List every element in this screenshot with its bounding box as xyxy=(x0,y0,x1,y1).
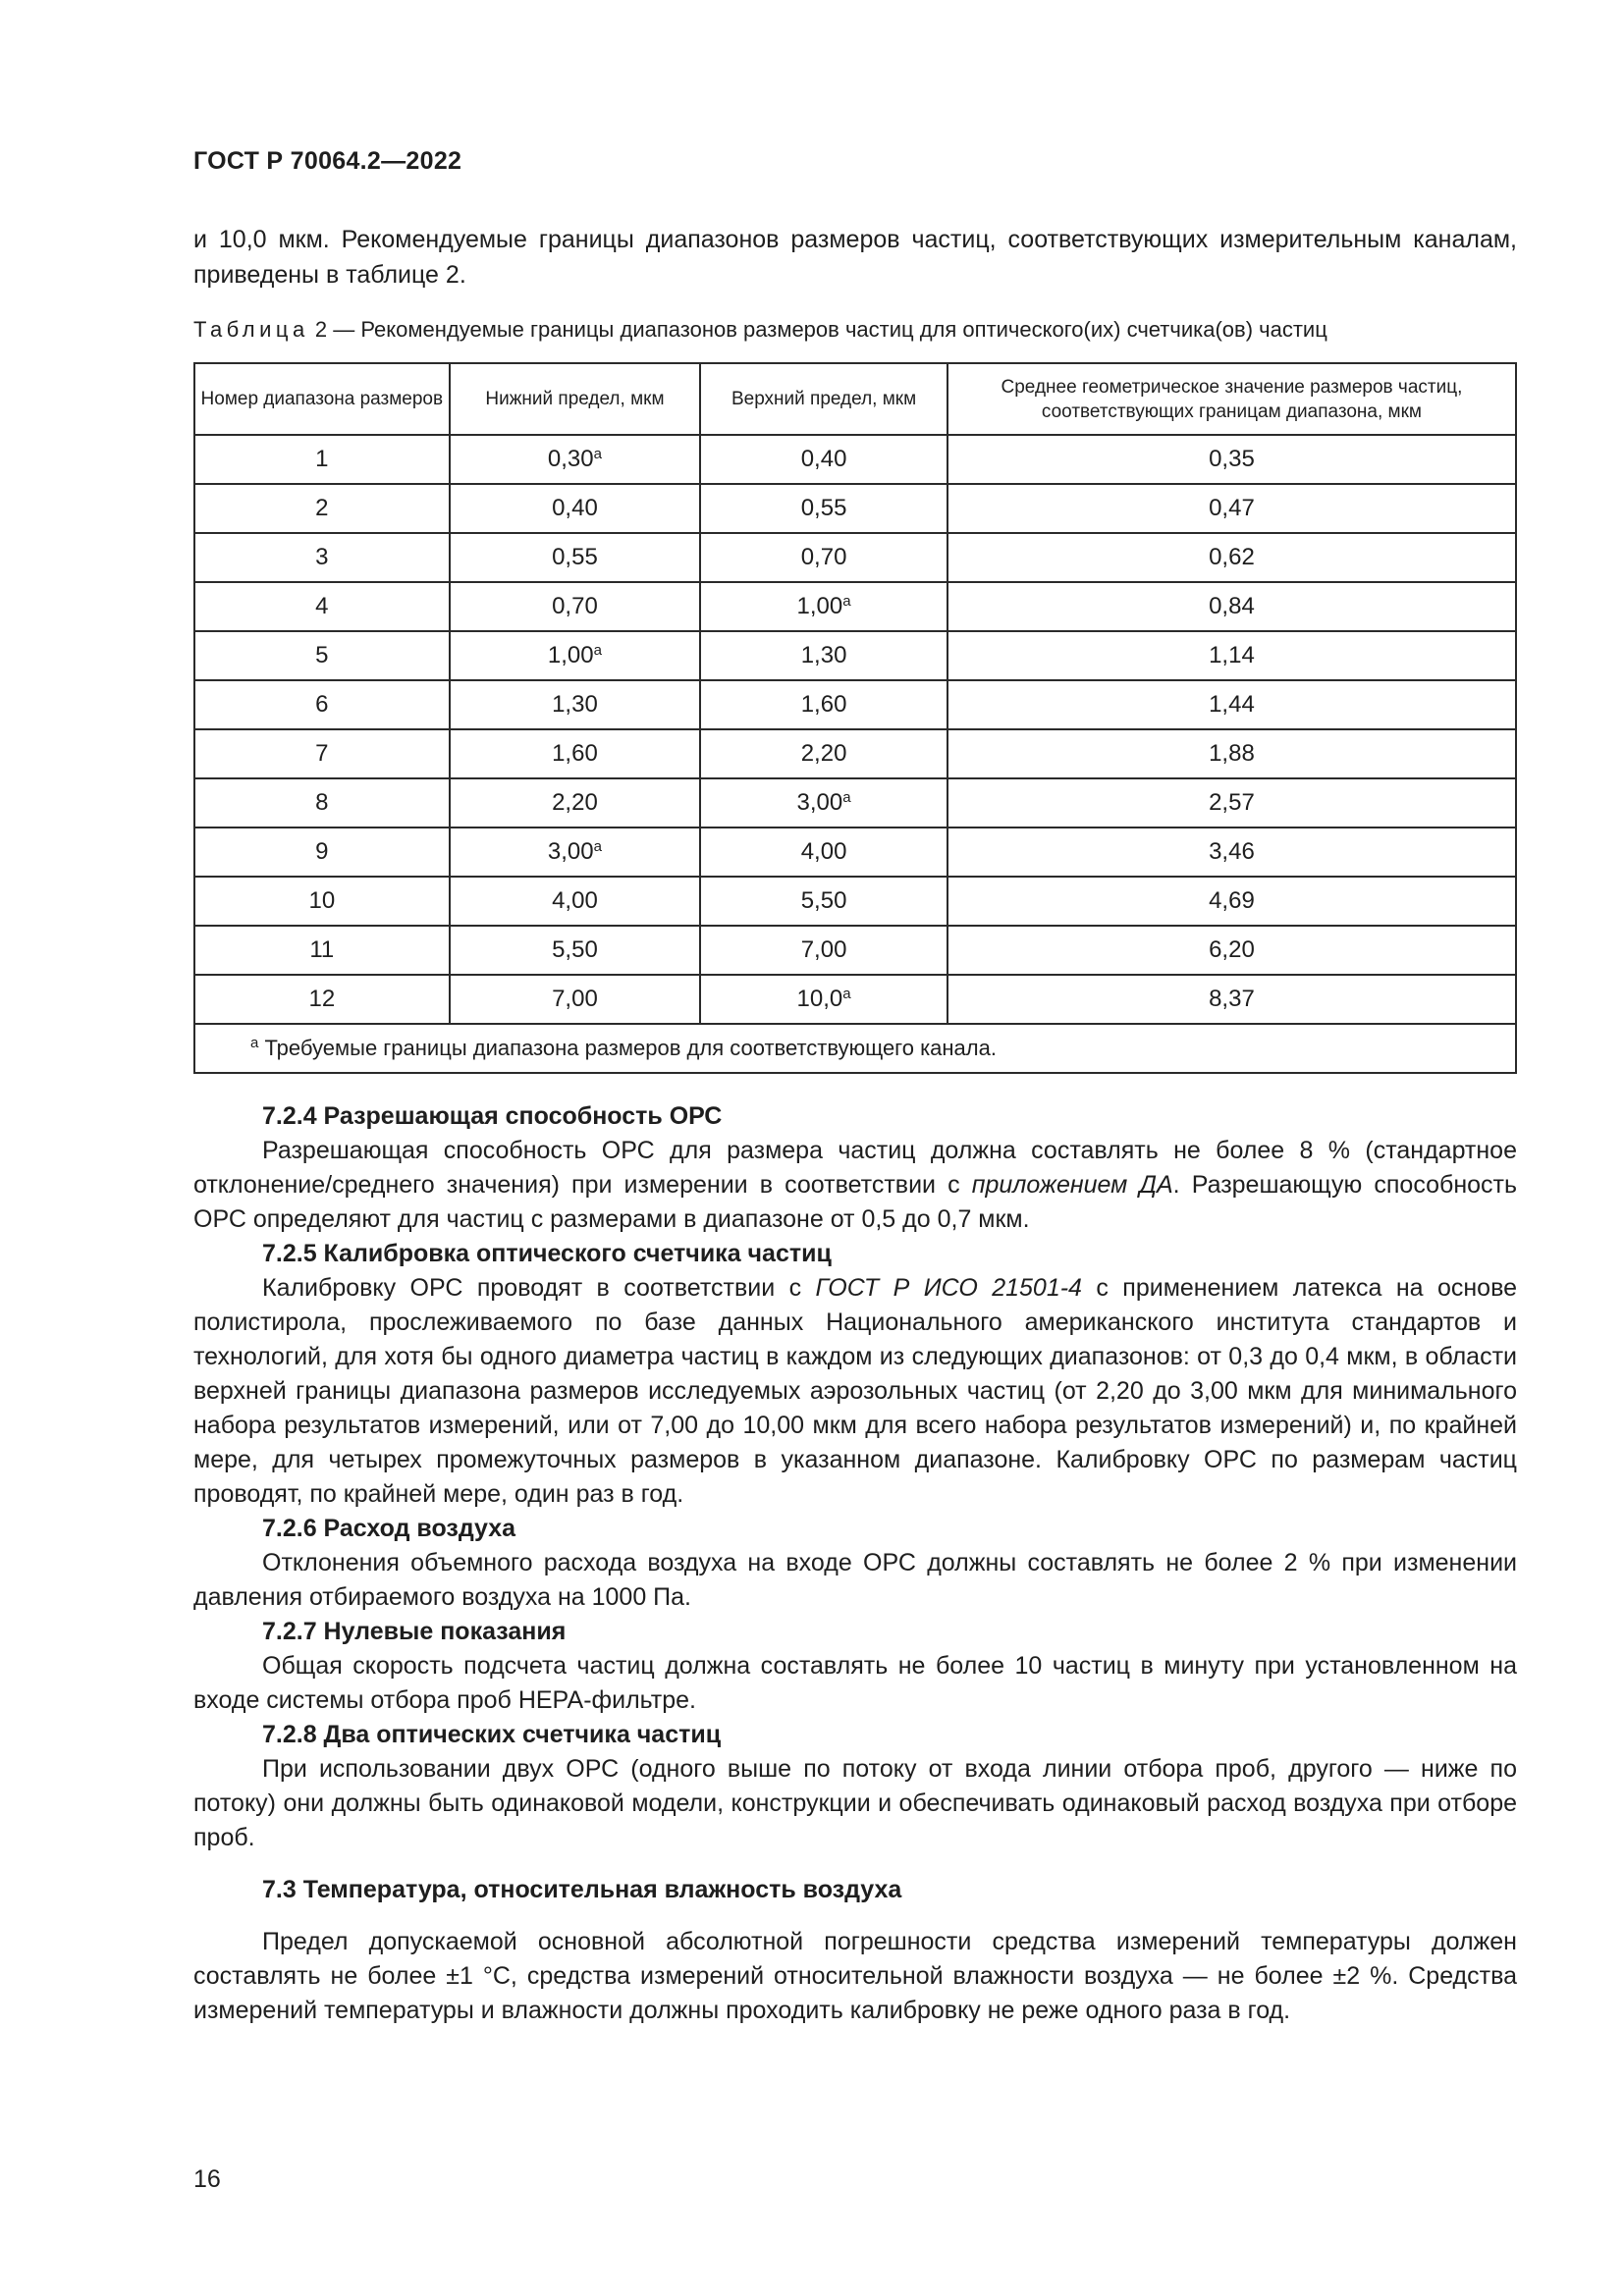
cell-geometric-mean: 0,47 xyxy=(947,484,1516,533)
document-header: ГОСТ Р 70064.2—2022 xyxy=(193,147,462,175)
footnote-text: Требуемые границы диапазона размеров для соответствующего канала. xyxy=(264,1036,997,1060)
cell-upper-limit: 0,55 xyxy=(700,484,947,533)
particle-size-table xyxy=(193,362,1517,1074)
cell-upper-limit: 1,60 xyxy=(700,680,947,729)
section-paragraph-7-2-8: При использовании двух ОРС (одного выше по потоку от входа линии отбора проб, другого — ниже по потоку) они должны быть одинаковой модели, конструкции и обеспечивать одинаковый расход воздуха при отборе проб. xyxy=(193,1755,1517,1851)
cell-lower-limit: 5,50 xyxy=(450,926,701,975)
table-caption-label: Таблица xyxy=(193,317,309,342)
section-paragraph-7-2-4: Разрешающая способность ОРС для размера частиц должна составлять не более 8 % (стандартное отклонение/среднего значения) при измерении в соответствии с приложением ДА. Разрешающую способность ОРС определяют для частиц с размерами в диапазоне от 0,5 до 0,7 мкм. xyxy=(193,1137,1518,1233)
cell-geometric-mean: 2,57 xyxy=(947,778,1516,828)
cell-lower-limit: 2,20 xyxy=(450,778,701,828)
cell-lower-limit: 0,40 xyxy=(450,484,701,533)
document-body xyxy=(193,1099,1517,2028)
table-header-row xyxy=(194,363,1516,435)
table-row xyxy=(194,778,1516,828)
cell-geometric-mean: 4,69 xyxy=(947,877,1516,926)
col-header-range-number: Номер диапазона размеров xyxy=(194,363,450,435)
cell-geometric-mean: 0,84 xyxy=(947,582,1516,631)
cell-range-number: 7 xyxy=(194,729,450,778)
section-heading-7-2-4: 7.2.4 Разрешающая способность ОРС xyxy=(262,1102,723,1130)
table-row xyxy=(194,533,1516,582)
section-heading-7-3: 7.3 Температура, относительная влажность воздуха xyxy=(262,1876,902,1903)
table-row xyxy=(194,926,1516,975)
table-row xyxy=(194,484,1516,533)
table-footnote xyxy=(194,1024,1516,1073)
cell-lower-limit: 1,60 xyxy=(450,729,701,778)
cell-range-number: 6 xyxy=(194,680,450,729)
cell-geometric-mean: 1,88 xyxy=(947,729,1516,778)
section-heading-7-2-5: 7.2.5 Калибровка оптического счетчика частиц xyxy=(262,1240,832,1267)
table-caption-text: 2 — Рекомендуемые границы диапазонов размеров частиц для оптического(их) счетчика(ов) частиц xyxy=(314,317,1327,342)
intro-text: и 10,0 мкм. Рекомендуемые границы диапазонов размеров частиц, соответствующих измерительным каналам, приведены в таблице 2. xyxy=(193,226,1517,289)
cell-geometric-mean: 6,20 xyxy=(947,926,1516,975)
cell-range-number: 1 xyxy=(194,435,450,484)
cell-geometric-mean: 1,44 xyxy=(947,680,1516,729)
cell-lower-limit: 0,70 xyxy=(450,582,701,631)
cell-range-number: 5 xyxy=(194,631,450,680)
table-row xyxy=(194,582,1516,631)
cell-range-number: 10 xyxy=(194,877,450,926)
table-caption xyxy=(193,317,1517,343)
reference-gost-iso: ГОСТ Р ИСО 21501-4 xyxy=(815,1274,1082,1302)
footnote-mark: а xyxy=(842,789,851,806)
cell-upper-limit: 4,00 xyxy=(700,828,947,877)
cell-upper-limit: $1,00^а$ xyxy=(700,582,947,631)
intro-paragraph xyxy=(193,222,1517,293)
table-row xyxy=(194,828,1516,877)
cell-geometric-mean: 0,62 xyxy=(947,533,1516,582)
footnote-mark: а xyxy=(842,593,851,610)
footnote-mark: а xyxy=(593,642,602,659)
footnote-mark: а xyxy=(842,986,851,1002)
cell-lower-limit: $0,30^а$ xyxy=(450,435,701,484)
table-footnote-row xyxy=(194,1024,1516,1073)
cell-range-number: 4 xyxy=(194,582,450,631)
cell-range-number: 2 xyxy=(194,484,450,533)
cell-lower-limit: $1,00^а$ xyxy=(450,631,701,680)
section-paragraph-7-2-7: Общая скорость подсчета частиц должна составлять не более 10 частиц в минуту при установленном на входе системы отбора проб НЕРА-фильтре. xyxy=(193,1652,1517,1714)
footnote-mark: а xyxy=(593,446,602,462)
cell-geometric-mean: 8,37 xyxy=(947,975,1516,1024)
col-header-geometric-mean: Среднее геометрическое значение размеров частиц, соответствующих границам диапазона, мкм xyxy=(947,363,1516,435)
section-paragraph-7-2-5: Калибровку ОРС проводят в соответствии с ГОСТ Р ИСО 21501-4 с применением латекса на основе полистирола, прослеживаемого по базе данных Национального американского института стандартов и технологий, для хотя бы одного диаметра частиц в каждом из следующих диапазонов: от 0,3 до 0,4 мкм, в области верхней границы диапазона размеров исследуемых аэрозольных частиц (от 2,20 до 3,00 мкм для минимального набора результатов измерений, или от 7,00 до 10,00 мкм для всего набора результатов измерений) и, по крайней мере, для четырех промежуточных размеров в указанном диапазоне. Калибровку ОРС по размерам частиц проводят, по крайней мере, один раз в год. xyxy=(193,1274,1517,1508)
cell-upper-limit: 1,30 xyxy=(700,631,947,680)
footnote-mark: а xyxy=(250,1035,259,1051)
col-header-upper-limit: Верхний предел, мкм xyxy=(700,363,947,435)
cell-geometric-mean: 0,35 xyxy=(947,435,1516,484)
table-row xyxy=(194,435,1516,484)
section-heading-7-2-7: 7.2.7 Нулевые показания xyxy=(262,1618,567,1645)
cell-upper-limit: $10,0^а$ xyxy=(700,975,947,1024)
cell-lower-limit: 4,00 xyxy=(450,877,701,926)
cell-lower-limit: $3,00^а$ xyxy=(450,828,701,877)
section-paragraph-7-2-6: Отклонения объемного расхода воздуха на входе ОРС должны составлять не более 2 % при изменении давления отбираемого воздуха на 1000 Па. xyxy=(193,1549,1517,1611)
cell-range-number: 12 xyxy=(194,975,450,1024)
col-header-lower-limit: Нижний предел, мкм xyxy=(450,363,701,435)
cell-upper-limit: 7,00 xyxy=(700,926,947,975)
table-row xyxy=(194,975,1516,1024)
cell-lower-limit: 0,55 xyxy=(450,533,701,582)
cell-upper-limit: 0,70 xyxy=(700,533,947,582)
cell-upper-limit: 5,50 xyxy=(700,877,947,926)
cell-upper-limit: 0,40 xyxy=(700,435,947,484)
table-row xyxy=(194,631,1516,680)
reference-appendix-da: приложением ДА xyxy=(971,1171,1173,1199)
page-number: 16 xyxy=(193,2165,221,2193)
cell-geometric-mean: 3,46 xyxy=(947,828,1516,877)
section-heading-7-2-6: 7.2.6 Расход воздуха xyxy=(262,1515,516,1542)
section-heading-7-2-8: 7.2.8 Два оптических счетчика частиц xyxy=(262,1721,722,1748)
cell-upper-limit: 2,20 xyxy=(700,729,947,778)
cell-range-number: 11 xyxy=(194,926,450,975)
table-row xyxy=(194,729,1516,778)
table-body xyxy=(194,435,1516,1024)
cell-range-number: 8 xyxy=(194,778,450,828)
cell-lower-limit: 7,00 xyxy=(450,975,701,1024)
cell-range-number: 3 xyxy=(194,533,450,582)
cell-range-number: 9 xyxy=(194,828,450,877)
table-row xyxy=(194,680,1516,729)
footnote-mark: а xyxy=(593,838,602,855)
cell-geometric-mean: 1,14 xyxy=(947,631,1516,680)
table-row xyxy=(194,877,1516,926)
section-paragraph-7-3: Предел допускаемой основной абсолютной погрешности средства измерений температуры должен составлять не более ±1 °С, средства измерений относительной влажности воздуха — не более ±2 %. Средства измерений температуры и влажности должны проходить калибровку не реже одного раза в год. xyxy=(193,1928,1517,2024)
cell-lower-limit: 1,30 xyxy=(450,680,701,729)
cell-upper-limit: $3,00^а$ xyxy=(700,778,947,828)
